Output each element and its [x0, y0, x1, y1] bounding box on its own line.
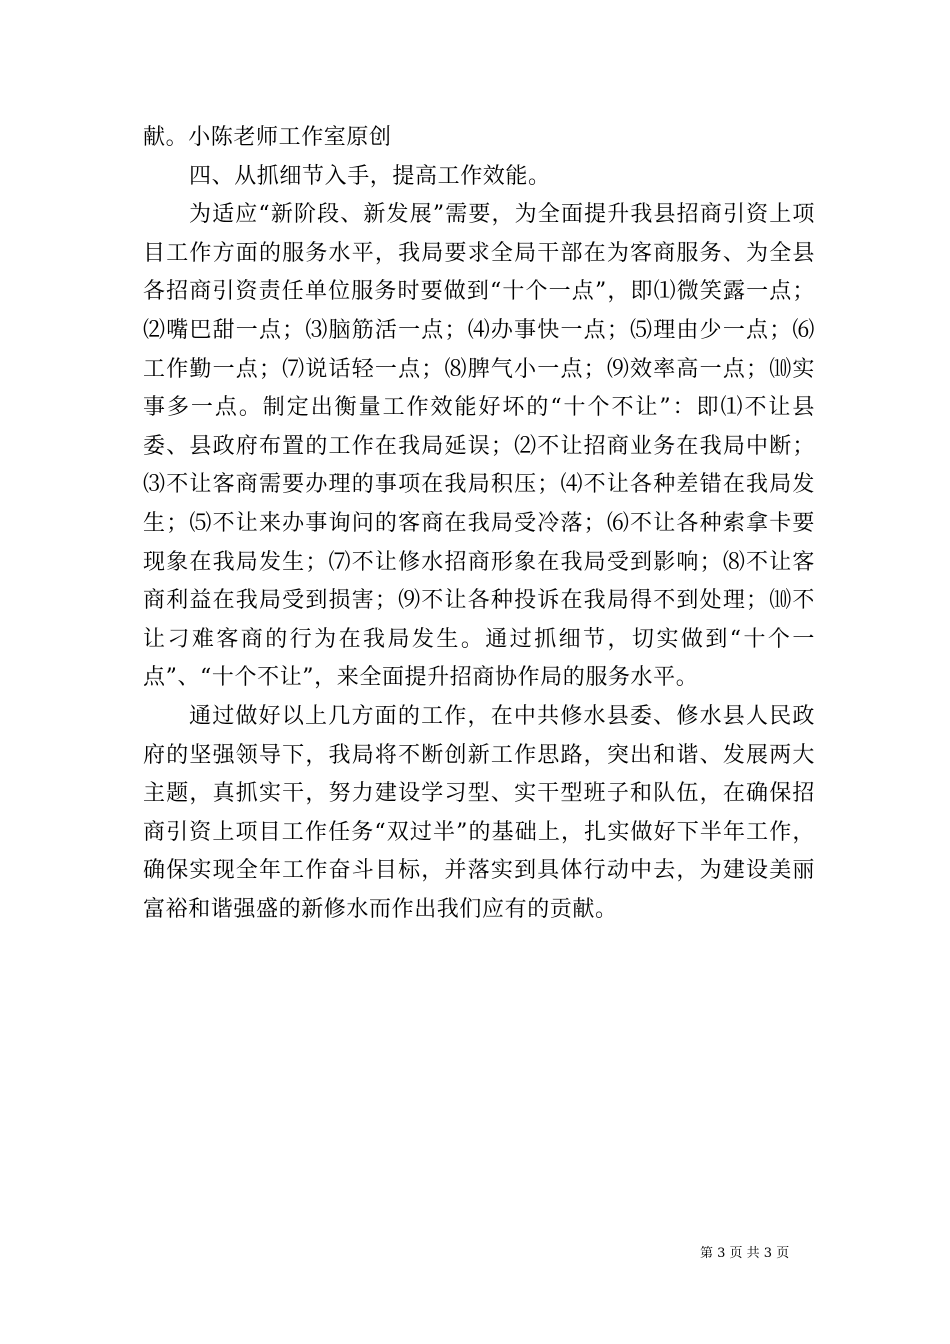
paragraph-continuation: 献。小陈老师工作室原创 — [143, 125, 392, 150]
page-number-footer: 第 3 页 共 3 页 — [700, 1246, 790, 1261]
paragraph-service-standards: 为适应“新阶段、新发展”需要，为全面提升我县招商引资上项目工作方面的服务水平，我局要求全局干部在为客商服务、为全县各招商引资责任单位服务时要做到“十个一点”，即⑴微笑露一点；⑵嘴巴甜一点；⑶脑筋活一点；⑷办事快一点；⑸理由少一点；⑹工作勤一点；⑺说话轻一点；⑻脾气小一点；⑼效率高一点；⑽实事多一点。制定出衡量工作效能好坏的“十个不让”：即⑴不让县委、县政府布置的工作在我局延误；⑵不让招商业务在我局中断；⑶不让客商需要办理的事项在我局积压；⑷不让各种差错在我局发生；⑸不让来办事询问的客商在我局受冷落；⑹不让各种索拿卡要现象在我局发生；⑺不让修水招商形象在我局受到影响；⑻不让客商利益在我局受到损害；⑼不让各种投诉在我局得不到处理；⑽不让刁难客商的行为在我局发生。通过抓细节，切实做到“十个一点”、“十个不让”，来全面提升招商协作局的服务水平。 — [143, 202, 815, 691]
section-heading: 四、从抓细节入手，提高工作效能。 — [189, 163, 551, 189]
paragraph-conclusion: 通过做好以上几方面的工作，在中共修水县委、修水县人民政府的坚强领导下，我局将不断创新工作思路，突出和谐、发展两大主题，真抓实干，努力建设学习型、实干型班子和队伍，在确保招商引资上项目工作任务“双过半”的基础上，扎实做好下半年工作，确保实现全年工作奋斗目标，并落实到具体行动中去，为建设美丽富裕和谐强盛的新修水而作出我们应有的贡献。 — [143, 703, 815, 922]
document-body — [143, 119, 815, 929]
